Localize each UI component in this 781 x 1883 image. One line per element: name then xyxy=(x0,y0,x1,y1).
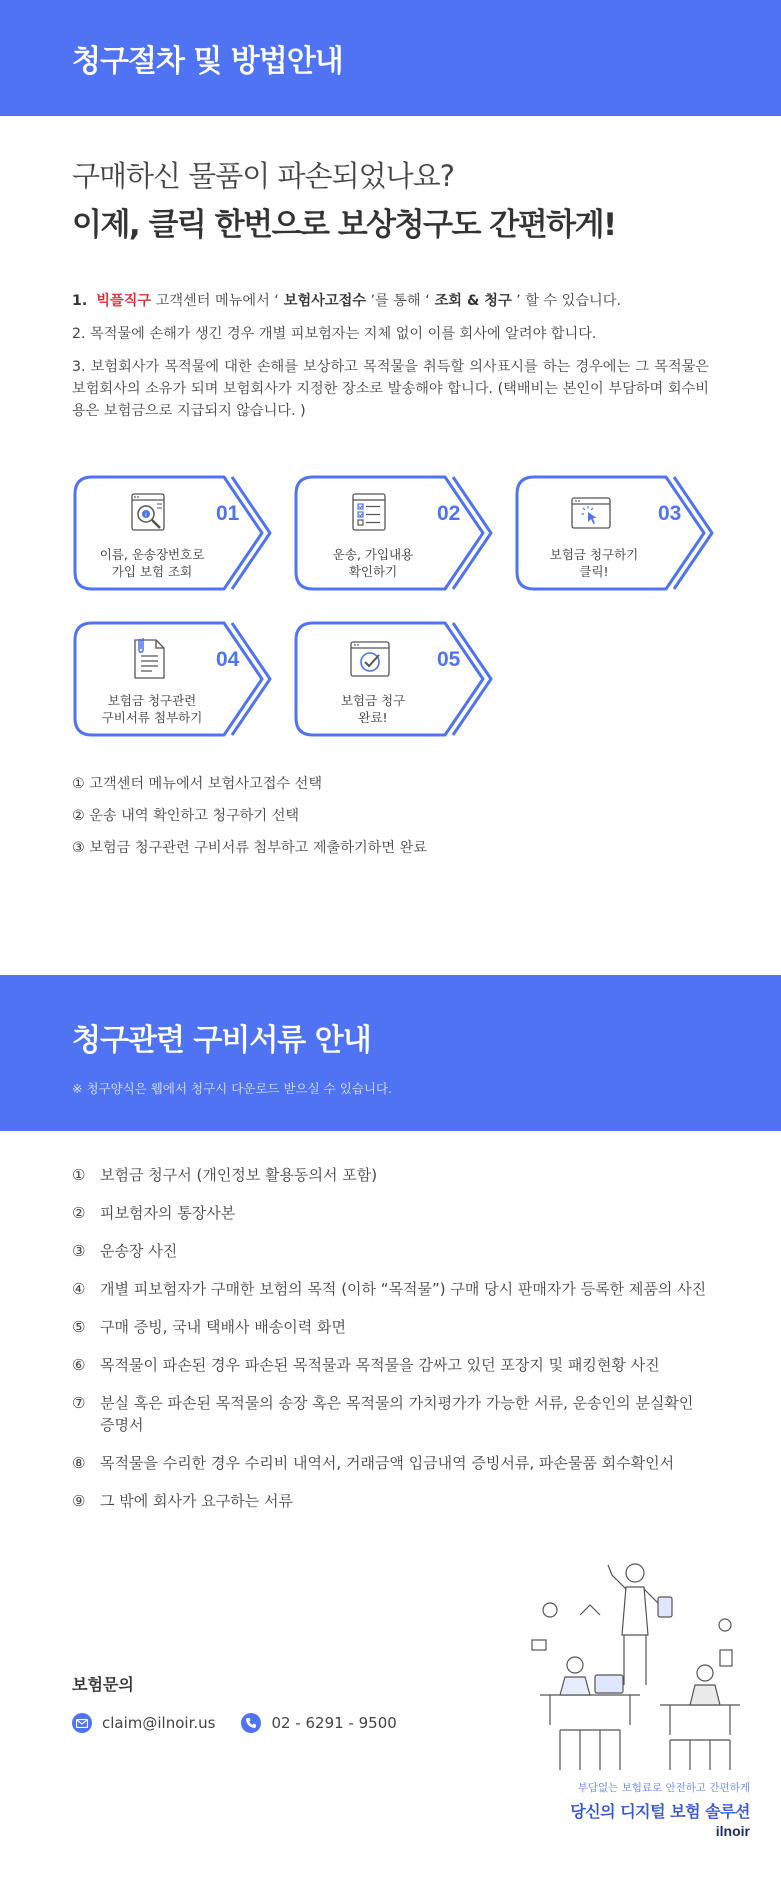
contact-row xyxy=(72,1713,397,1733)
list-item: ⑥ 목적물이 파손된 경우 파손된 목적물과 목적물을 감싸고 있던 포장지 및 패킹현황 사진 xyxy=(72,1356,660,1374)
section-title: 청구절차 및 방법안내 xyxy=(72,44,343,79)
click-window-icon xyxy=(568,490,614,536)
procedure-notes xyxy=(0,290,781,422)
steps-diagram xyxy=(0,474,781,754)
list-item: ③ 운송장 사진 xyxy=(72,1242,178,1260)
step-label: 보험금 청구하기 클릭! xyxy=(549,547,639,579)
note-2: 2. 목적물에 손해가 생긴 경우 개별 피보험자는 지체 없이 이를 회사에 알려야 합니다. xyxy=(72,326,597,342)
step-number: 02 xyxy=(437,502,461,525)
step-05 xyxy=(293,620,493,738)
note-1: 1. 빅플직구 고객센터 메뉴에서 ‘ 보험사고접수 ’를 통해 ‘ 조회 & 청구 ’ 할 수 있습니다. xyxy=(72,293,621,309)
intro-headline: 이제, 클릭 한번으로 보상청구도 간편하게! xyxy=(72,207,616,243)
documents-list xyxy=(0,1164,781,1512)
contact-title: 보험문의 xyxy=(72,1675,134,1694)
step-04 xyxy=(72,620,272,738)
step-02 xyxy=(293,474,493,592)
step-description: ① 고객센터 메뉴에서 보험사고접수 선택 xyxy=(72,776,323,792)
phone-icon xyxy=(241,1713,261,1733)
section-subtitle: ※ 청구양식은 웹에서 청구시 다운로드 받으실 수 있습니다. xyxy=(72,1081,392,1096)
search-document-icon xyxy=(126,490,172,536)
list-item: ② 피보험자의 통장사본 xyxy=(72,1204,236,1222)
section-header-claim-procedure xyxy=(0,0,781,116)
contact xyxy=(72,1672,397,1733)
step-description: ② 운송 내역 확인하고 청구하기 선택 xyxy=(72,808,300,824)
list-item: ⑤ 구매 증빙, 국내 택배사 배송이력 화면 xyxy=(72,1318,346,1336)
brand-tagline-small: 부담없는 보험료로 안전하고 간편하게 xyxy=(577,1782,750,1794)
step-label: 이름, 운송장번호로 가입 보험 조회 xyxy=(99,547,205,579)
step-descriptions xyxy=(0,768,781,864)
email-link[interactable]: claim@ilnoir.us xyxy=(102,1714,216,1732)
list-item: ④ 개별 피보험자가 구매한 보험의 목적 (이하 “목적물”) 구매 당시 판매자가 등록한 제품의 사진 xyxy=(72,1280,707,1298)
step-label: 운송, 가입내용 확인하기 xyxy=(332,547,414,579)
intro-question: 구매하신 물품이 파손되었나요? xyxy=(72,159,455,193)
check-window-icon xyxy=(347,636,393,682)
step-01 xyxy=(72,474,272,592)
phone-number[interactable]: 02 - 6291 - 9500 xyxy=(271,1714,397,1732)
step-number: 03 xyxy=(658,502,682,525)
section-header-documents xyxy=(0,975,781,1131)
list-item: ① 보험금 청구서 (개인정보 활용동의서 포함) xyxy=(72,1166,378,1184)
brand-logo: ilnoir xyxy=(715,1823,750,1839)
list-item: ⑧ 목적물을 수리한 경우 수리비 내역서, 거래금액 입금내역 증빙서류, 파손물품 회수확인서 xyxy=(72,1454,675,1472)
brand-tagline: 당신의 디지털 보험 솔루션 xyxy=(570,1802,750,1821)
note-3: 3. 보험회사가 목적물에 대한 손해를 보상하고 목적물을 취득할 의사표시를 하는 경우에는 그 목적물은 보험회사의 소유가 되며 보험회사가 지정한 장소로 발송해야 합니다. (택배비는 본인이 부담하며 회수비용은 보험금으로 지급되지 않습니다. ) xyxy=(72,359,709,419)
section-title: 청구관련 구비서류 안내 xyxy=(72,1023,371,1058)
intro xyxy=(0,116,781,244)
step-number: 01 xyxy=(216,502,240,525)
step-number: 05 xyxy=(437,648,461,671)
list-item: ⑦ 분실 혹은 파손된 목적물의 송장 혹은 목적물의 가치평가가 가능한 서류, 운송인의 분실확인증명서 xyxy=(72,1394,694,1434)
checklist-icon xyxy=(347,490,393,536)
step-label: 보험금 청구 완료! xyxy=(340,693,406,725)
svg-text:i: i xyxy=(145,511,147,519)
office-illustration xyxy=(520,1555,750,1775)
step-number: 04 xyxy=(216,648,240,671)
email-icon xyxy=(72,1713,92,1733)
attachment-document-icon xyxy=(126,636,172,682)
brand-name: 빅플직구 xyxy=(96,293,152,309)
list-item: ⑨ 그 밖에 회사가 요구하는 서류 xyxy=(72,1492,293,1510)
step-label: 보험금 청구관련 구비서류 첨부하기 xyxy=(101,693,203,725)
step-03 xyxy=(514,474,714,592)
step-description: ③ 보험금 청구관련 구비서류 첨부하고 제출하기하면 완료 xyxy=(72,840,427,856)
